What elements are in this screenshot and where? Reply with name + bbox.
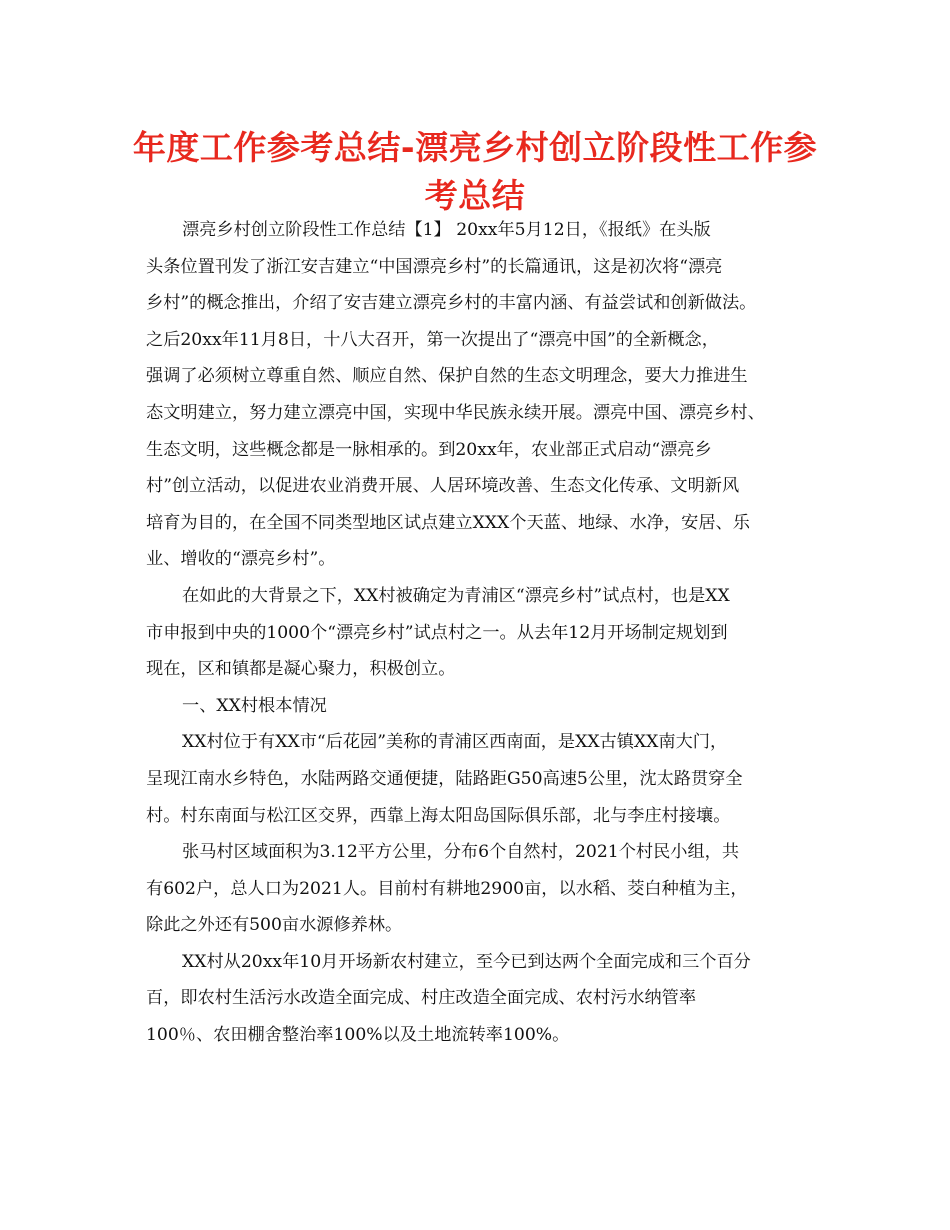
body-line: 漂亮乡村创立阶段性工作总结【1】 20xx年5月12日，《报纸》在头版 bbox=[182, 220, 711, 240]
body-line: 有602户，总人口为2021人。目前村有耕地2900亩，以水稻、茭白种植为主， bbox=[146, 878, 748, 899]
body-line: 头条位置刊发了浙江安吉建立“中国漂亮乡村”的长篇通讯，这是初次将“漂亮 bbox=[146, 256, 723, 277]
body-line: 现在，区和镇都是凝心聚力，积极创立。 bbox=[146, 659, 456, 680]
body-line: 村”创立活动，以促进农业消费开展、人居环境改善、生态文化传承、文明新风 bbox=[146, 476, 740, 497]
body-line: 一、XX村根本情况 bbox=[182, 695, 327, 716]
body-line: XX村位于有XX市“后花园”美称的青浦区西南面，是XX古镇XX南大门， bbox=[182, 732, 728, 753]
body-line: 之后20xx年11月8日，十八大召开，第一次提出了“漂亮中国”的全新概念， bbox=[146, 329, 719, 350]
body-line: XX村从20xx年10月开场新农村建立，至今已到达两个全面完成和三个百分 bbox=[182, 951, 751, 972]
body-line: 百，即农村生活污水改造全面完成、村庄改造全面完成、农村污水纳管率 bbox=[146, 988, 697, 1009]
body-line: 张马村区域面积为3.12平方公里，分布6个自然村，2021个村民小组，共 bbox=[182, 842, 740, 863]
body-line: 态文明建立，努力建立漂亮中国，实现中华民族永续开展。漂亮中国、漂亮乡村、 bbox=[146, 402, 765, 423]
body-line: 村。村东南面与松江区交界，西靠上海太阳岛国际俱乐部，北与李庄村接壤。 bbox=[146, 805, 731, 826]
body-line: 除此之外还有500亩水源修养林。 bbox=[146, 915, 403, 936]
body-line: 强调了必须树立尊重自然、顺应自然、保护自然的生态文明理念，要大力推进生 bbox=[146, 366, 748, 387]
body-line: 在如此的大背景之下，XX村被确定为青浦区“漂亮乡村”试点村，也是XX bbox=[182, 585, 730, 606]
body-line: 业、增收的“漂亮乡村”。 bbox=[146, 549, 336, 570]
body-line: 培育为目的，在全国不同类型地区试点建立XXX个天蓝、地绿、水净，安居、乐 bbox=[146, 512, 750, 533]
body-line: 市申报到中央的1000个“漂亮乡村”试点村之一。从去年12月开场制定规划到 bbox=[146, 622, 728, 643]
body-line: 生态文明，这些概念都是一脉相承的。到20xx年，农业部正式启动“漂亮乡 bbox=[146, 439, 712, 460]
body-line: 100％、农田棚舍整治率100%以及土地流转率100%。 bbox=[146, 1025, 570, 1046]
body-line: 乡村”的概念推出，介绍了安吉建立漂亮乡村的丰富内涵、有益尝试和创新做法。 bbox=[146, 293, 757, 314]
body-line: 呈现江南水乡特色，水陆两路交通便捷，陆路距G50高速5公里，沈太路贯穿全 bbox=[146, 768, 743, 789]
document-body bbox=[146, 212, 814, 1054]
document-title: 年度工作参考总结-漂亮乡村创立阶段性工作参考总结 bbox=[132, 128, 818, 215]
